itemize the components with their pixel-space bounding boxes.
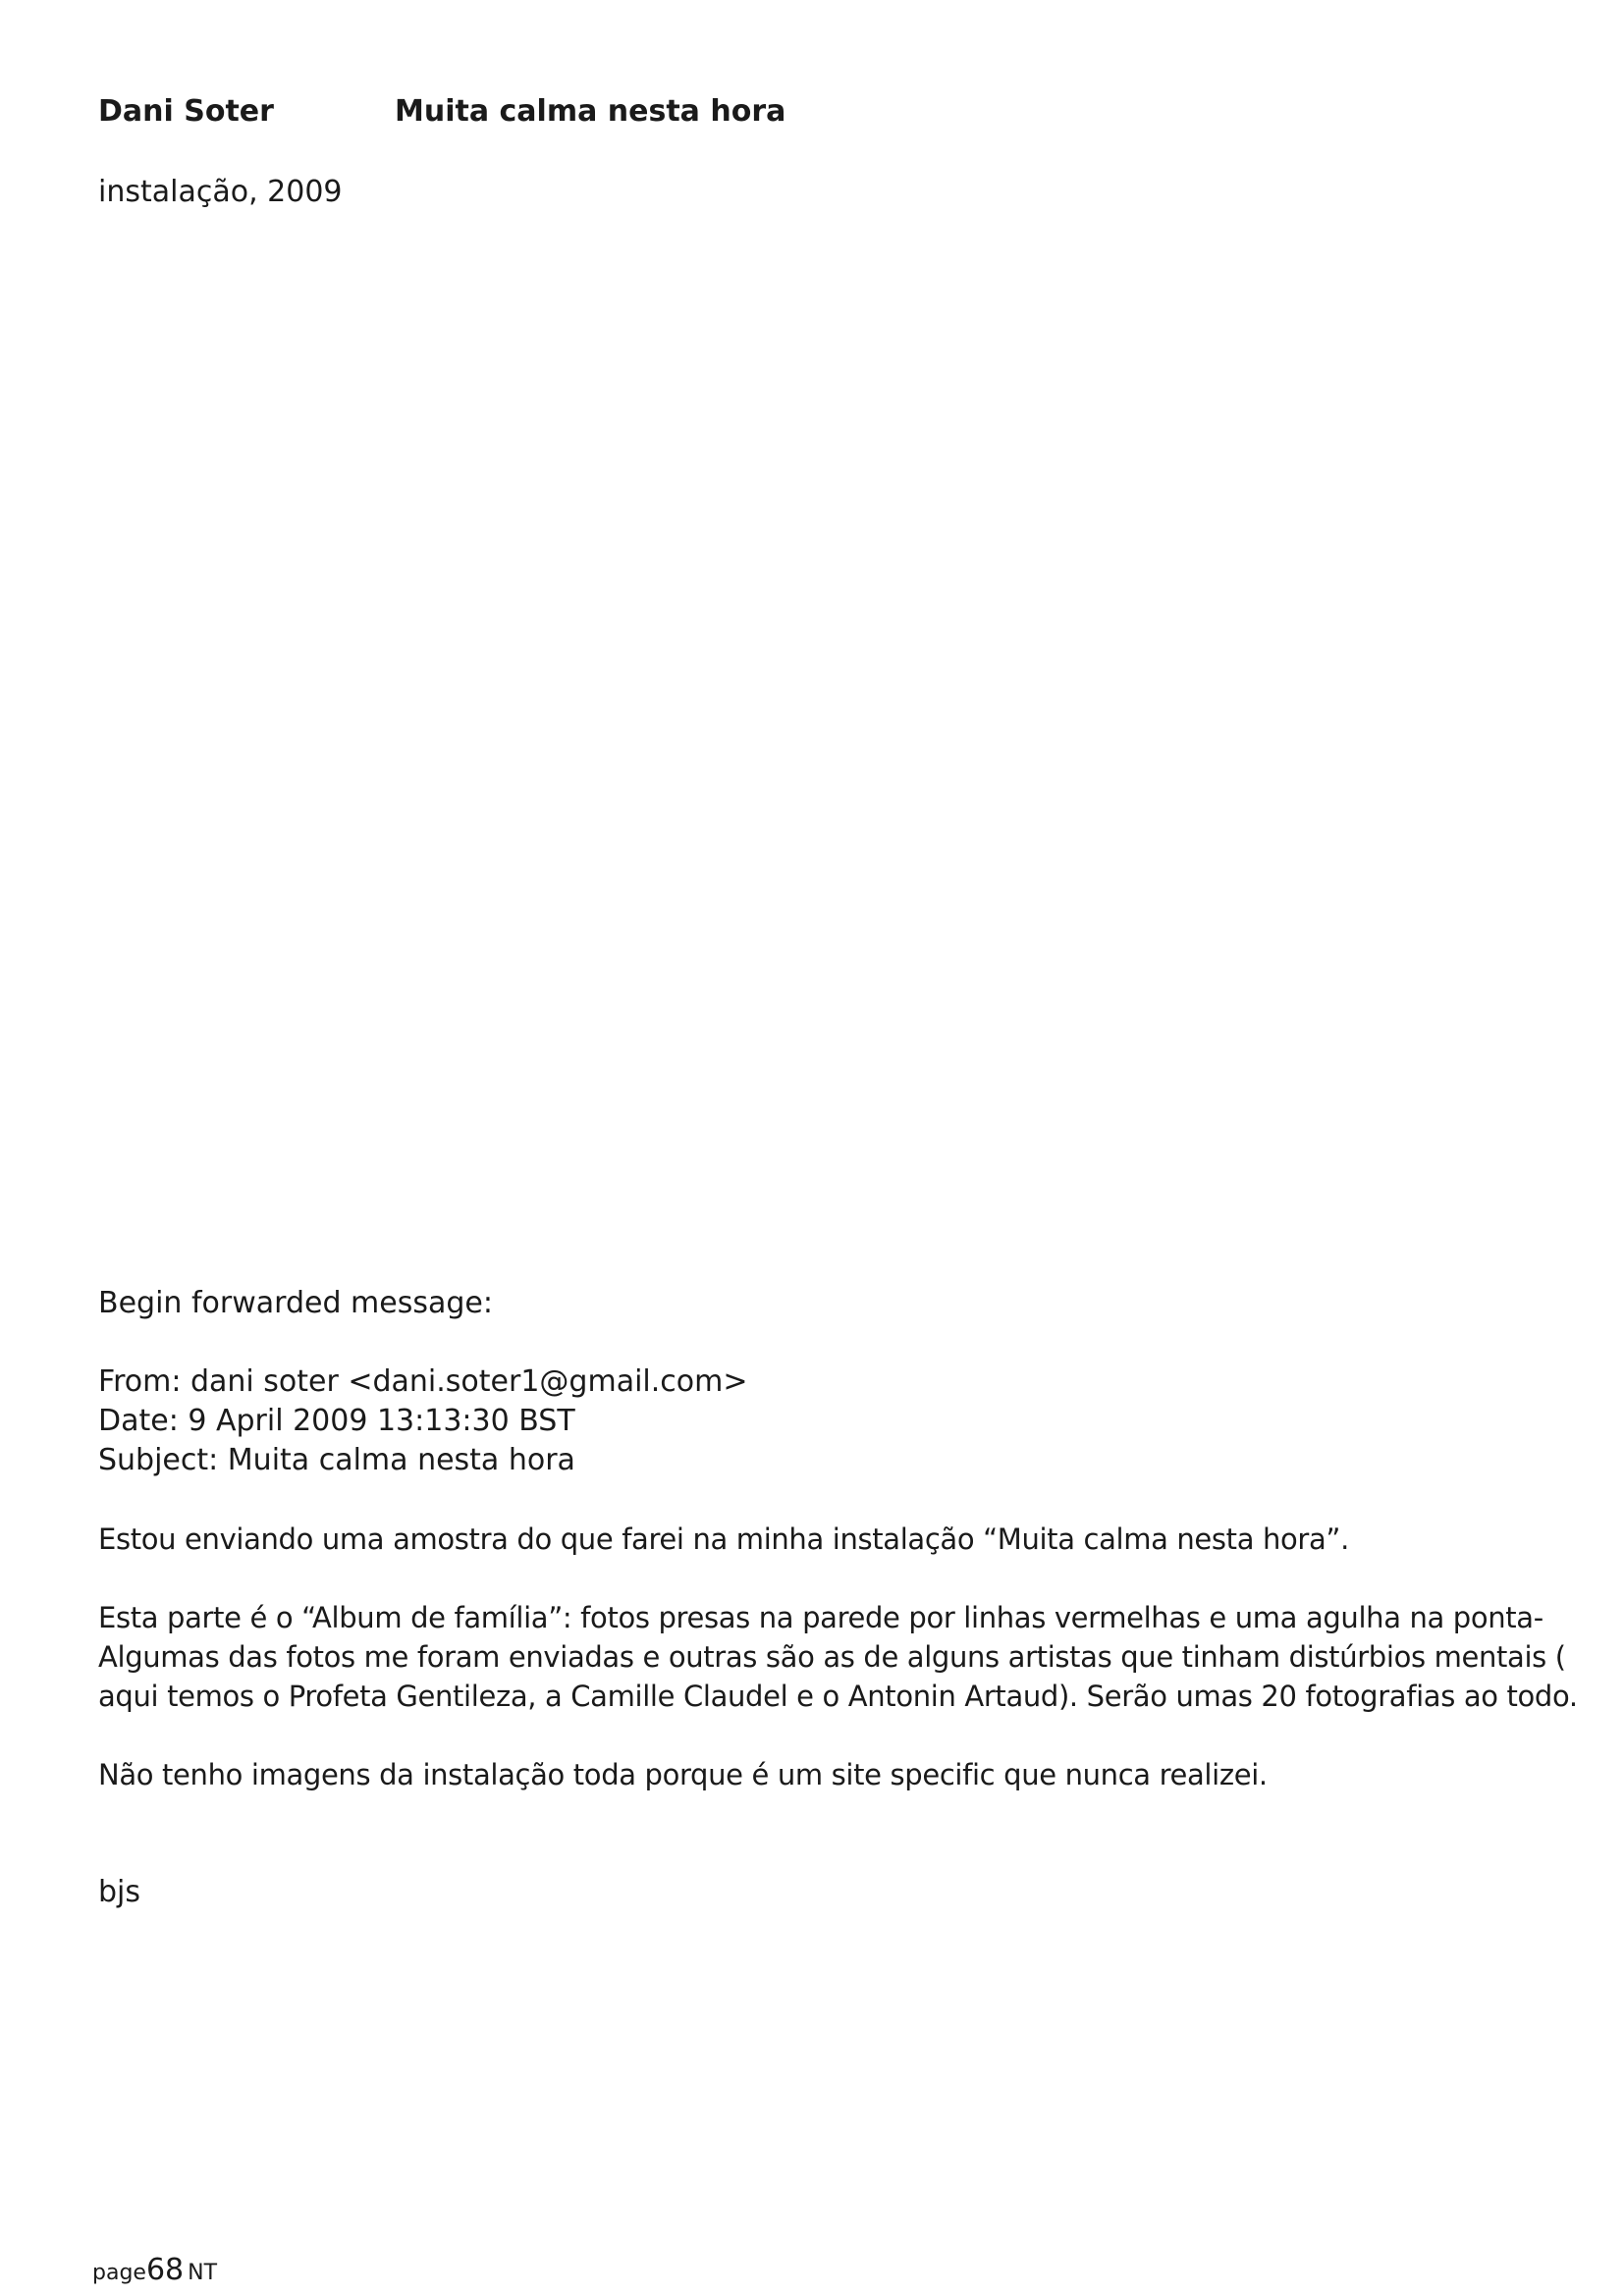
forward-intro: Begin forwarded message: <box>98 1286 493 1320</box>
message-paragraph-2-line-3: aqui temos o Profeta Gentileza, a Camille Claudel e o Antonin Artaud). Serão umas 20 fotografias ao todo. <box>98 1680 1578 1713</box>
message-from: From: dani soter <dani.soter1@gmail.com> <box>98 1364 748 1399</box>
message-date: Date: 9 April 2009 13:13:30 BST <box>98 1404 575 1438</box>
work-subtitle: instalação, 2009 <box>98 175 343 209</box>
artist-name: Dani Soter <box>98 94 274 129</box>
message-subject: Subject: Muita calma nesta hora <box>98 1443 575 1477</box>
message-paragraph-1: Estou enviando uma amostra do que farei na minha instalação “Muita calma nesta hora”. <box>98 1522 1349 1556</box>
message-signoff: bjs <box>98 1875 141 1909</box>
page-footer <box>92 2253 218 2289</box>
forwarded-message <box>98 1284 1578 1912</box>
message-paragraph-2-line-2: Algumas das fotos me foram enviadas e outras são as de alguns artistas que tinham distúrbios mentais ( <box>98 1640 1566 1674</box>
work-title: Muita calma nesta hora <box>395 94 786 129</box>
message-paragraph-2-line-1: Esta parte é o “Album de família”: fotos presas na parede por linhas vermelhas e uma agulha na ponta- <box>98 1601 1543 1634</box>
message-paragraph-3: Não tenho imagens da instalação toda porque é um site specific que nunca realizei. <box>98 1758 1268 1791</box>
page-suffix: NT <box>188 2261 218 2285</box>
page-prefix: page <box>92 2261 146 2285</box>
page-number: 68 <box>145 2253 185 2287</box>
